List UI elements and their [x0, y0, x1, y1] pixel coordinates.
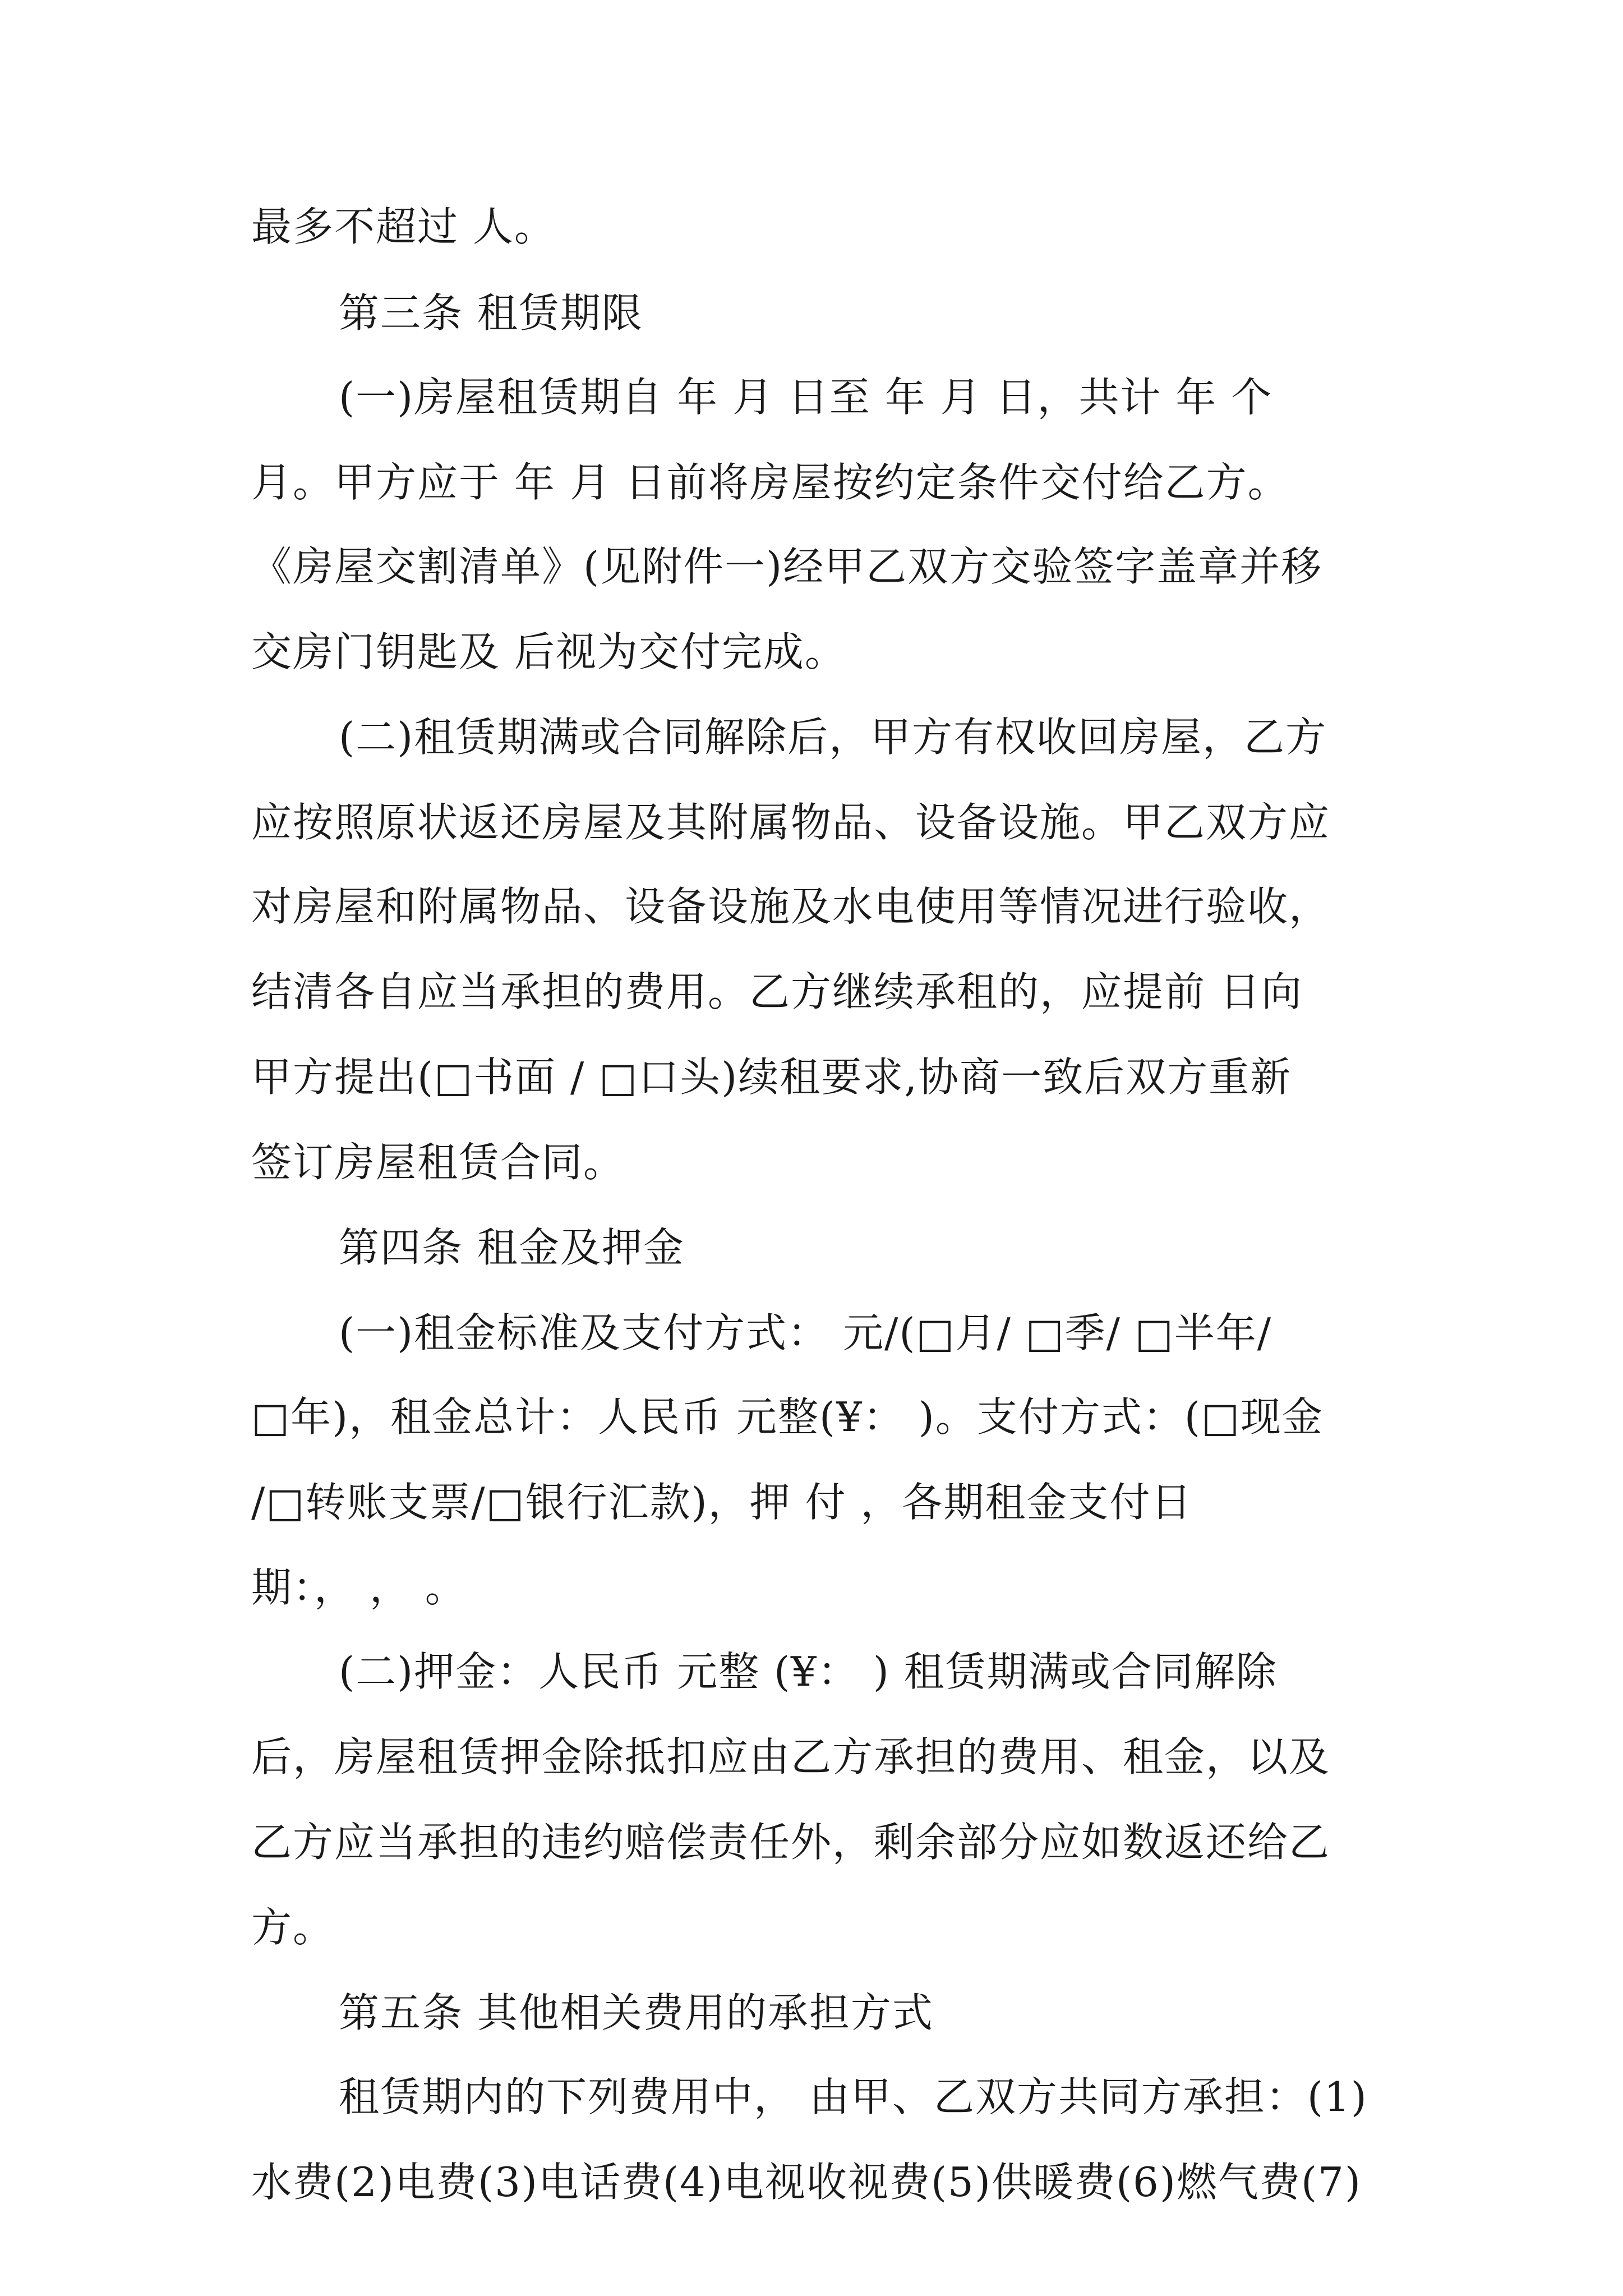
text-line: 结清各自应当承担的费用。乙方继续承租的，应提前 日向: [251, 968, 1303, 1015]
text-line: 乙方应当承担的违约赔偿责任外，剩余部分应如数返还给乙: [251, 1819, 1331, 1866]
text-line: 水费(2)电费(3)电话费(4)电视收视费(5)供暖费(6)燃气费(7): [251, 2159, 1362, 2206]
section-heading: 第四条 租金及押金: [339, 1224, 685, 1271]
section-heading: 第三条 租赁期限: [339, 289, 643, 337]
text-line: 签订房屋租赁合同。: [251, 1139, 625, 1186]
text-line: 《房屋交割清单》(见附件一)经甲乙双方交验签字盖章并移: [251, 543, 1323, 590]
text-line: 应按照原状返还房屋及其附属物品、设备设施。甲乙双方应: [251, 799, 1331, 846]
text-line: 租赁期内的下列费用中， 由甲、乙双方共同方承担：(1): [339, 2073, 1368, 2120]
text-line: □年)，租金总计：人民币 元整(¥： )。支付方式：(□现金: [251, 1393, 1324, 1441]
text-line: (二)押金：人民币 元整 (¥： ) 租赁期满或合同解除: [339, 1648, 1278, 1695]
text-line: 对房屋和附属物品、设备设施及水电使用等情况进行验收，: [251, 883, 1331, 930]
section-heading: 第五条 其他相关费用的承担方式: [339, 1989, 934, 2036]
text-line: (一)租金标准及支付方式： 元/(□月/ □季/ □半年/: [339, 1309, 1272, 1356]
text-line: 最多不超过 人。: [251, 203, 556, 250]
text-line: (二)租赁期满或合同解除后，甲方有权收回房屋，乙方: [339, 714, 1327, 761]
text-line: 后，房屋租赁押金除抵扣应由乙方承担的费用、租金，以及: [251, 1733, 1331, 1780]
text-line: 甲方提出(□书面 / □口头)续租要求,协商一致后双方重新: [251, 1053, 1292, 1101]
text-line: /□转账支票/□银行汇款)，押 付 ，各期租金支付日: [251, 1479, 1193, 1526]
text-line: 交房门钥匙及 后视为交付完成。: [251, 628, 846, 675]
text-line: 期：， ， 。: [251, 1564, 467, 1611]
text-line: 月。甲方应于 年 月 日前将房屋按约定条件交付给乙方。: [251, 459, 1289, 506]
text-line: (一)房屋租赁期自 年 月 日至 年 月 日，共计 年 个: [339, 374, 1273, 421]
text-line: 方。: [251, 1904, 335, 1951]
